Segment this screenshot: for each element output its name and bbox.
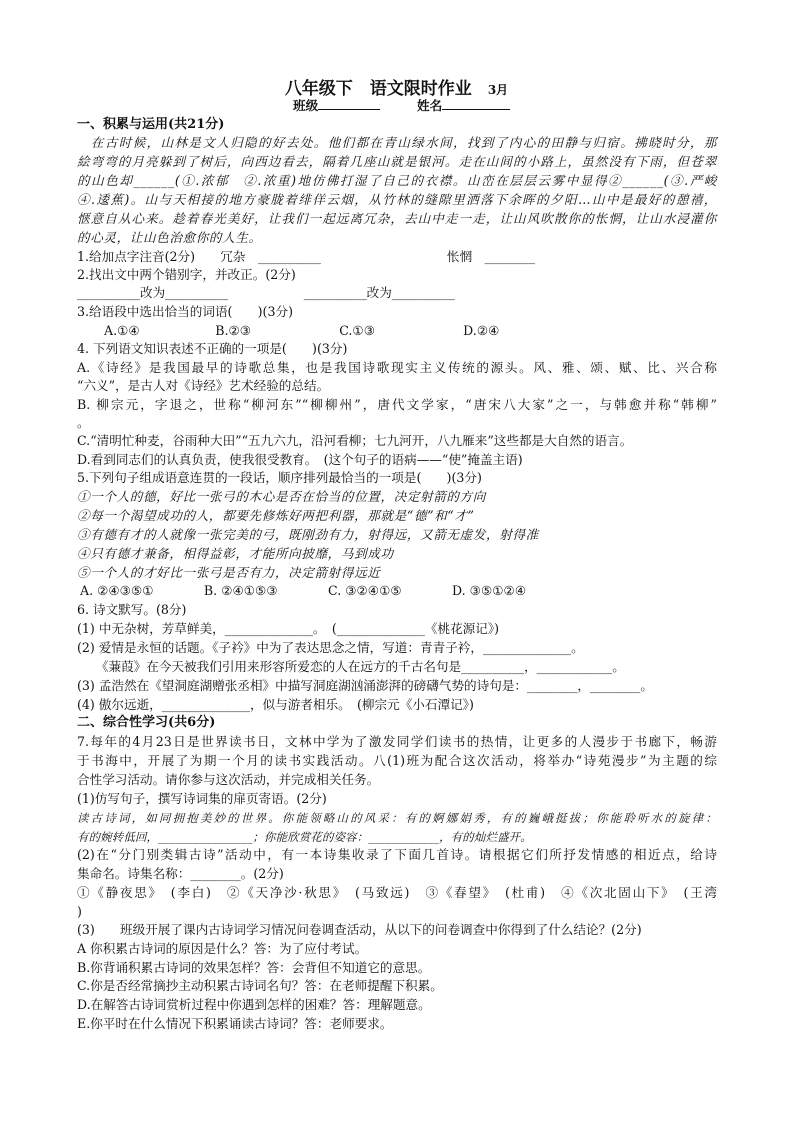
survey-item-e: E.你平时在什么情况下积累诵读古诗词？答：老师要求。 (77, 1016, 393, 1031)
poem-4: (4) 傲尔远逝，______________，似与游者相乐。 (柳宗元《小石潭记》) (77, 697, 474, 712)
passage-line: ④.逶蕉)。山与天相接的地方豪胧着绯佯云烟，从竹林的缝隙里洒落下余晖的夕阳…山中是最好的憩禧， (77, 192, 717, 207)
passage-line: 惬意自从心来。趁着春光美好，让我们一起远离冗杂，去山中走一走，让山风吹散你的怅惘，让山水浸灌你 (77, 211, 717, 226)
question-4-option-a-cont: “六义”，是古人对《诗经》艺术经验的总结。 (77, 378, 330, 393)
survey-item-b: B.你背诵积累古诗词的效果怎样？答：会背但不知道它的意思。 (77, 960, 431, 975)
section-2-heading: 二、综合性学习(共6分) (77, 715, 216, 730)
question-4-option-a: A.《诗经》是我国最早的诗歌总集，也是我国诗歌现实主义传统的源头。风、雅、颂、赋、比、兴合称 (77, 360, 717, 375)
poem-1: (1) 中无杂树，芳草鲜美，______________。 (______________《桃花源记》) (77, 621, 500, 636)
question-4-option-c: C.“清明忙种麦，谷雨种大田”“五九六九，沿河看柳；七九河开，八九雁来”这些都是大自然的语言。 (77, 433, 633, 448)
question-3: 3.给语段中选出恰当的词语( )(3分) (77, 304, 293, 319)
question-7-2: (2)在“分门别类辑古诗”活动中，有一本诗集收录了下面几首诗。请根据它们所抒发情感的相近点，给诗 (77, 847, 717, 862)
title-text: 八年级下 语文限时作业 (284, 79, 472, 99)
question-4-option-d: D.看到同志们的认真负责，使我很受教育。 (这个句子的语病——“使”掩盖主语) (77, 452, 523, 467)
poem-3: (3) 孟浩然在《望洞庭湖赠张丞相》中描写洞庭湖汹涌澎湃的磅礴气势的诗句是：________，________。 (77, 678, 653, 693)
student-info-row (293, 96, 533, 115)
sentence-1: ①一个人的德，好比一张弓的木心是否在恰当的位置，决定射箭的方向 (77, 489, 487, 504)
sentence-3: ③有德有才的人就像一张完美的弓，既刚劲有力，射得远，又箭无虚发，射得准 (77, 527, 539, 542)
class-label: 班级 (293, 98, 319, 113)
poem-2-cont: 《蒹葭》在今天被我们引用来形容所爱恋的人在远方的千古名句是__________，____________。 (77, 659, 625, 674)
question-7-cont: 于书海中，开展了为期一个月的读书实践活动。八(1)班为配合这次活动，将举办“诗苑漫步”为主题的综 (77, 753, 717, 768)
sentence-5: ⑤一个人的才好比一张弓是否有力，决定箭射得远近 (77, 565, 381, 580)
question-4-option-b: B. 柳宗元，字退之，世称“柳河东”“柳柳州”，唐代文学家，“唐宋八大家”之一，与韩愈并称“韩柳” (77, 397, 717, 412)
passage-line: 的心灵，让山色治愈你的人生。 (77, 230, 262, 245)
question-7-2-cont: 集命名。诗集名称：________。(2分) (77, 866, 284, 881)
question-1: 1.给加点字注音(2分) 冗杂 __________ 怅惘 ________ (77, 249, 536, 264)
survey-item-d: D.在解答古诗词赏析过程中你遇到怎样的困难？答：理解题意。 (77, 997, 431, 1012)
section-1-heading: 一、积累与运用(共21分) (77, 117, 225, 132)
name-blank[interactable] (442, 96, 510, 110)
imitation-sentence-cont: 有的婉转低回，________________；你能欣赏花的姿容：____________，有的灿烂盛开。 (77, 830, 532, 844)
survey-item-a: A 你积累古诗词的原因是什么？答：为了应付考试。 (77, 941, 368, 956)
poem-list-cont: ) (77, 904, 82, 919)
question-3-options: A.①④ B.②③ C.①③ D.②④ (104, 323, 500, 338)
poem-2: (2) 爱情是永恒的话题。《子衿》中为了表达思念之情，写道：青青子衿，______________。 (77, 640, 584, 655)
passage-line: 絵弯弯的月亮躲到了树后，向西边看去，隔着几座山就是银河。走在山间的小路上，虽然没有下雨，但苍翠 (77, 154, 717, 169)
survey-item-c: C.你是否经常摘抄主动积累古诗词名句？答：在老师提醒下积累。 (77, 978, 443, 993)
question-2-answer: __________改为__________ __________改为__________ (77, 285, 455, 300)
passage-line: 在古时候，山林是文人归隐的好去处。他们都在青山绿水间，找到了内心的田静与归宿。拂晓时分，那 (77, 135, 717, 150)
question-7-cont: 合性学习活动。请你参与这次活动，并完成相关任务。 (77, 772, 380, 787)
question-7: 7.每年的4月23日是世界读书日，文林中学为了激发同学们读书的热情，让更多的人漫步于书廊下，畅游 (77, 734, 717, 749)
month-label: 3月 (487, 83, 509, 97)
question-2: 2.找出文中两个错别字，并改正。(2分) (77, 267, 296, 282)
name-label: 姓名 (416, 98, 443, 113)
question-5: 5.下列句子组成语意连贯的一段话，顺序排列最恰当的一项是( )(3分) (77, 470, 482, 485)
poem-list: ①《静夜思》 (李白) ②《天净沙·秋思》 (马致远) ③《春望》 (杜甫) ④《次北固山下》 (王湾 (77, 885, 717, 900)
passage-line: 的山色却______(①.浓郁 ②.浓重)地仿佛打湿了自己的衣襟。山峦在层层云雾中显得②______(③.严峻 (77, 173, 717, 188)
question-4: 4. 下列语文知识表述不正确的一项是( )(3分) (77, 341, 348, 356)
imitation-sentence: 读古诗词，如同拥抱美妙的世界。你能领略山的风采：有的婀娜娟秀，有的巍峨挺拔；你能聆听水的旋律： (77, 811, 717, 825)
question-6: 6. 诗文默写。(8分) (77, 602, 187, 617)
sentence-2: ②每一个渴望成功的人，都要先修炼好两把利器，那就是“德”和“才” (77, 508, 475, 523)
class-blank[interactable] (318, 96, 380, 110)
question-5-options: A. ②④③⑤① B. ②④①⑤③ C. ③②④①⑤ D. ③⑤①②④ (80, 583, 527, 598)
question-7-1: (1)仿写句子，撰写诗词集的扉页寄语。(2分) (77, 791, 327, 806)
sentence-4: ④只有德才兼备，相得益彰，才能所向披靡，马到成功 (77, 546, 394, 561)
question-4-option-b-cont: 。 (77, 415, 90, 430)
question-7-3: (3) 班级开展了课内古诗词学习情况问卷调查活动，从以下的问卷调查中你得到了什么结论？(2分) (77, 922, 642, 937)
